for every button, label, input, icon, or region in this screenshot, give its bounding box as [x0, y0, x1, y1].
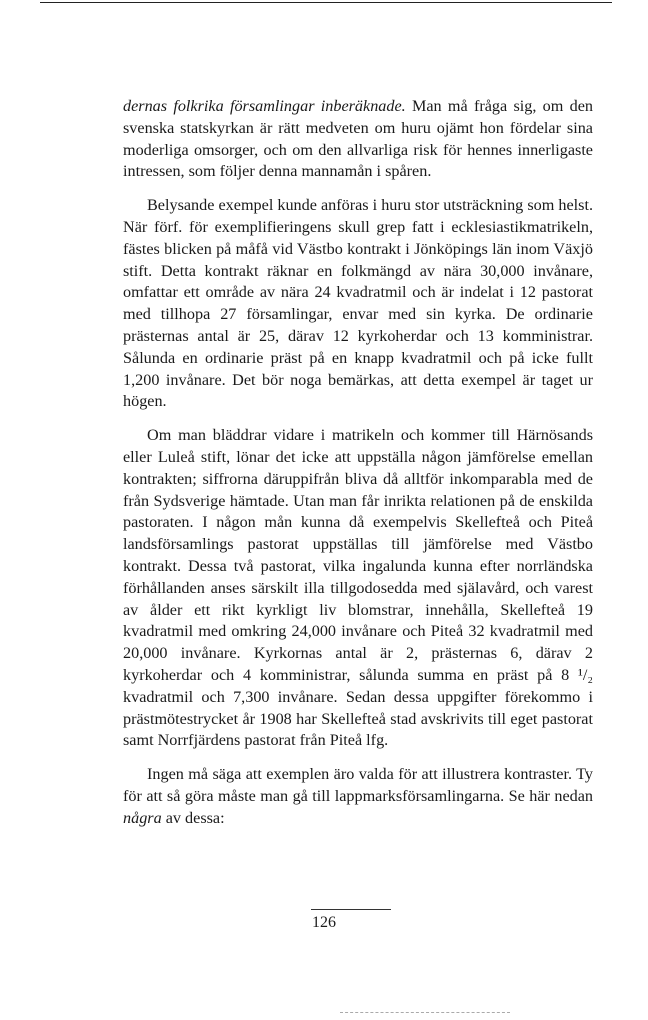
scan-artifact	[340, 1012, 510, 1015]
top-border-line	[40, 2, 612, 3]
paragraph-4-text-after: av dessa:	[161, 808, 225, 827]
paragraph-3: Om man bläddrar vidare i matrikeln och kommer till Härnösands eller Luleå stift, lönar det icke att uppställa någon jämförelse emellan kontrakten; siffrorna däruppifrån bliva då alltför inkomparabla med de från Sydsverige hämtade. Utan man får inrikta relationen på de enskilda pastoraten. I någon mån kunna då exempelvis Skellefteå och Piteå landsförsamlings pastorat uppställas till jämförelse med Västbo kontrakt. Dessa två pastorat, vilka ingalunda kunna efter norrländska förhållanden anses särskilt illa tillgodosedda med själavård, och varest av ålder ett rikt kyrkligt liv blomstrar, innehålla, Skellefteå 19 kvadratmil med omkring 24,000 invånare och Piteå 32 kvadratmil med 20,000 invånare. Kyrkornas antal är 2, prästernas 6, därav 2 kyrkoherdar och 4 komministrar, sålunda summa en präst på 8 ¹/₂ kvadratmil och 7,300 invånare. Sedan dessa uppgifter förekommo i prästmötestrycket år 1908 har Skellefteå stad avskrivits till eget pastorat samt Norrfjärdens pastorat från Piteå lfg.	[123, 426, 593, 750]
body-text	[123, 96, 593, 842]
page-number-rule	[311, 909, 391, 910]
paragraph-2: Belysande exempel kunde anföras i huru stor utsträckning som helst. När förf. för exemplifieringens skull grep fatt i ecklesiastikmatrikeln, fästes blicken på måfå vid Västbo kontrakt i Jönköpings län inom Växjö stift. Detta kontrakt räknar en folkmängd av nära 30,000 invånare, omfattar ett område av nära 24 kvadratmil och är indelat i 12 pastorat med tillhopa 27 församlingar, envar med sin kyrka. De ordinarie prästernas antal är 25, därav 12 kyrkoherdar och 13 komministrar. Sålunda en ordinarie präst på en knapp kvadratmil och på icke fullt 1,200 invånare. Det bör noga bemärkas, att detta exempel är taget ur högen.	[123, 196, 593, 411]
italic-word: några	[123, 808, 162, 827]
italic-lead: dernas folkrika församlingar inberäknade.	[123, 97, 406, 115]
paragraph-1-text: Man må fråga sig, om den svenska statskyrkan är rätt medveten om huru ojämt hon fördelar sina moderliga omsorger, och om den allvarliga risk för hennes innerligaste intressen, som följer denna mannamån i spåren.	[123, 97, 593, 181]
paragraph-4	[123, 764, 593, 829]
page-number: 126	[312, 914, 336, 931]
paragraph-4-text-before: Ingen må säga att exemplen äro valda för att illustrera kontraster. Ty för att så göra måste man gå till lappmarksförsamlingarna. Se här nedan	[123, 765, 593, 805]
paragraph-1	[123, 96, 593, 183]
